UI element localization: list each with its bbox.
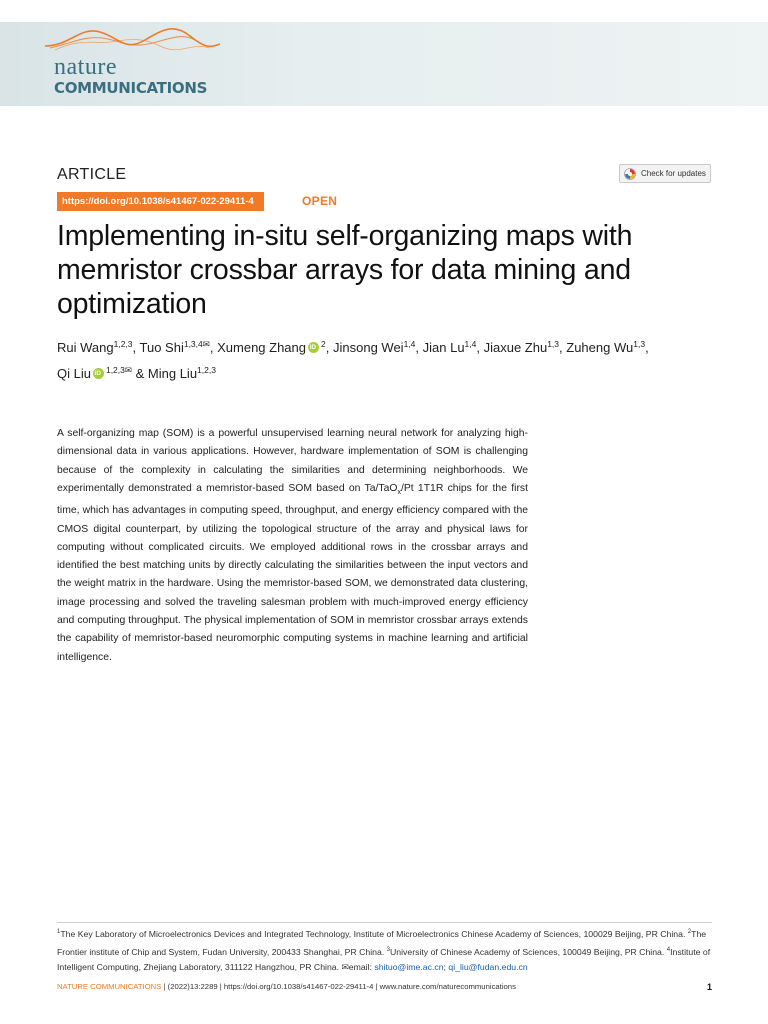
author-affiliation: 1,2,3 bbox=[197, 365, 216, 375]
article-type-label: ARTICLE bbox=[57, 166, 127, 183]
affiliation-4: Institute of Intelligent Computing, Zhejiang Laboratory, 311122 Hangzhou, PR China. bbox=[57, 946, 711, 972]
page-footer bbox=[57, 982, 712, 992]
email-link-shituo[interactable]: shituo@ime.ac.cn bbox=[374, 962, 444, 972]
mail-icon[interactable]: ✉ bbox=[202, 339, 210, 349]
logo-nature-text: nature bbox=[54, 54, 117, 80]
footnote-divider bbox=[57, 922, 712, 923]
author-name[interactable]: Jinsong Wei bbox=[332, 340, 404, 355]
author-affiliation: 1,2,3 bbox=[105, 365, 125, 375]
author-affiliation: 1,4 bbox=[403, 339, 416, 349]
author-affiliation: 1,2,3 bbox=[113, 339, 133, 349]
email-label: email: bbox=[348, 962, 372, 972]
author-name[interactable]: Jian Lu bbox=[422, 340, 465, 355]
footnote-number: 4 bbox=[666, 946, 671, 953]
mail-icon: ✉ bbox=[341, 962, 349, 972]
article-title: Implementing in-situ self-organizing maps with memristor crossbar arrays for data mining and optimization bbox=[57, 220, 633, 320]
abstract-text-part1: A self-organizing map (SOM) is a powerful unsupervised learning neural network for analyzing high-dimensional data in various applications. However, hardware implementation of SOM is challenging because of the complexity in calculating the similarities and determining neighborhoods. We experimentally demonstrated a memristor-based SOM based on Ta/TaO bbox=[57, 428, 528, 494]
page-number: 1 bbox=[706, 982, 712, 992]
logo-communications-text: COMMUNICATIONS bbox=[54, 79, 208, 97]
abstract-subscript: x bbox=[397, 488, 401, 496]
author-affiliation: 1,3 bbox=[633, 339, 646, 349]
author-affiliation: 1,3 bbox=[547, 339, 560, 349]
open-access-label: OPEN bbox=[302, 194, 338, 208]
author-name[interactable]: Zuheng Wu bbox=[566, 340, 634, 355]
author-affiliation: 2 bbox=[321, 339, 326, 349]
footnote-number: 3 bbox=[386, 946, 391, 953]
affiliation-1: The Key Laboratory of Microelectronics Devices and Integrated Technology, Institute of Microelectronics Chinese Academy of Sciences, 100029 Beijing, PR China. bbox=[60, 929, 686, 939]
author-affiliation: 1,4 bbox=[464, 339, 477, 349]
author-name[interactable]: Ming Liu bbox=[147, 366, 198, 381]
check-updates-icon bbox=[624, 168, 636, 180]
email-link-qiliu[interactable]: qi_liu@fudan.edu.cn bbox=[448, 962, 528, 972]
affiliation-footnotes bbox=[57, 925, 717, 976]
affiliation-2: The Frontier institute of Chip and System, Fudan University, 200433 Shanghai, PR China. bbox=[57, 929, 707, 957]
footer-citation-text[interactable]: | (2022)13:2289 | https://doi.org/10.1038/s41467-022-29411-4 | www.nature.com/naturecommunications bbox=[161, 982, 516, 991]
mail-icon[interactable]: ✉ bbox=[124, 365, 132, 375]
abstract-text-part2: /Pt 1T1R chips for the first time, which has advantages in computing speed, throughput, and energy efficiency compared with the CMOS digital counterpart, by utilizing the topological structure of the array and physical laws for computing without complicated circuits. We employed additional rows in the crossbar arrays and identified the best matching units by directly calculating the similarities between the input vectors and the weight matrix in the hardware. Using the memristor-based SOM, we demonstrated data clustering, image processing and solved the traveling salesman problem with much-improved energy efficiency and computing throughput. The physical implementation of SOM in memristor crossbar arrays extends the capability of memristor-based neuromorphic computing systems in machine learning and artificial intelligence. bbox=[57, 482, 528, 663]
orcid-icon[interactable] bbox=[308, 342, 319, 353]
check-for-updates-button[interactable] bbox=[619, 164, 711, 183]
author-name[interactable]: Xumeng Zhang bbox=[217, 340, 307, 355]
abstract bbox=[57, 425, 528, 667]
footnote-number: 2 bbox=[687, 929, 692, 935]
footer-citation bbox=[57, 982, 516, 992]
affiliation-3: University of Chinese Academy of Sciences, 100049 Beijing, PR China. bbox=[390, 946, 665, 957]
footnote-number: 1 bbox=[57, 929, 61, 935]
author-list: Rui Wang$^{1,2,3}$, Tuo Shi$^{1,3,4✉}$, Xumeng ZhangiD $^2$, Jinsong Wei$^{1,4}$, Jian Lu$^{1,4}$, Jiaxue Zhu$^{1,3}$, Zuheng Wu$^{1,3}$, Qi LiuiD $^{1,2,3✉}$ & Ming Liu$^{1,2,3}$ bbox=[57, 333, 717, 385]
author-name[interactable]: Rui Wang bbox=[57, 340, 114, 355]
email-separator: ; bbox=[443, 962, 449, 972]
author-name[interactable]: Jiaxue Zhu bbox=[483, 340, 548, 355]
check-updates-label: Check for updates bbox=[641, 169, 706, 178]
author-affiliation: 1,3,4 bbox=[183, 339, 203, 349]
author-name[interactable]: Qi Liu bbox=[57, 366, 91, 381]
journal-logo[interactable] bbox=[40, 22, 240, 102]
doi-link[interactable]: https://doi.org/10.1038/s41467-022-29411-4 bbox=[57, 192, 264, 211]
author-name[interactable]: Tuo Shi bbox=[139, 340, 184, 355]
orcid-icon[interactable] bbox=[93, 368, 104, 379]
footer-journal-name: NATURE COMMUNICATIONS bbox=[57, 982, 162, 991]
